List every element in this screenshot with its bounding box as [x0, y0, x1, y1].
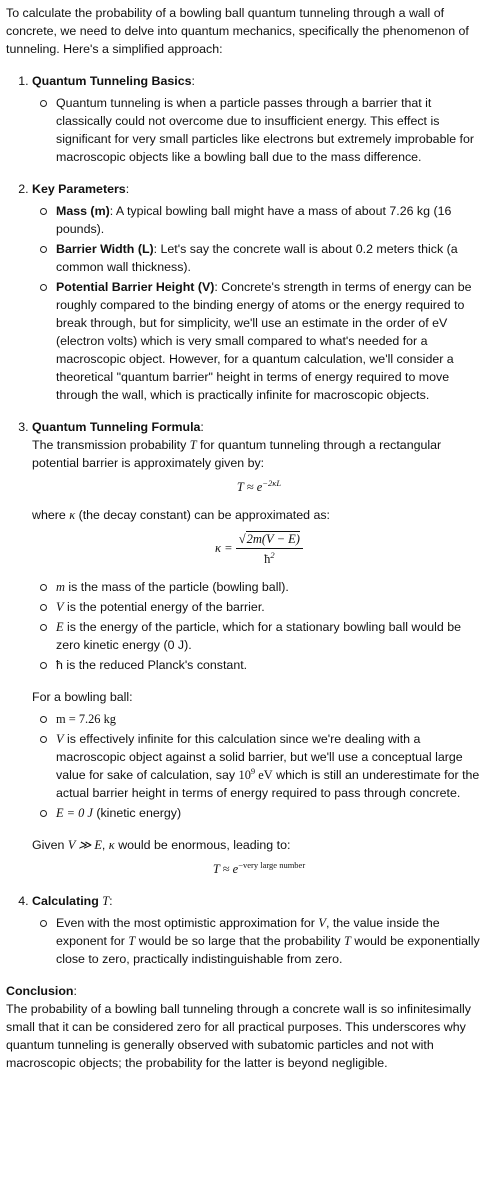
step-heading: Calculating T: [32, 894, 110, 908]
list-item-width: [56, 240, 486, 276]
step-heading: Key Parameters: [32, 182, 126, 196]
list-item: [56, 94, 486, 166]
step-key-parameters: 2. Key Parameters: Mass (m): A typical bowling ball might have a mass of about 7.26 kg (16 pounds). Barrier Width (L): Let's say the concrete wall is about 0.2 meters thick (a common wall thickness). Potential Barrier Height (V): Concrete's strength in terms of energy can be roughly compared to the binding energy of atoms or the energy required to break through, but for simplicity, we'll use an estimate in the order of eV (electron volts) which is very small compared to what's needed for a macroscopic object. However, for a quantum calculation, we'll consider a theoretical "quantum barrier" height in terms of energy required to move through the wall, which is practically infinite for macroscopic objects.: [32, 180, 486, 404]
param-label: Barrier Width (L): [56, 242, 154, 256]
param-label: Potential Barrier Height (V): [56, 280, 215, 294]
param-label: Mass (m): [56, 204, 110, 218]
equation-result: $T \approx e^{-very large number}$: [212, 859, 306, 876]
step-quantum-tunneling-formula: 3. Quantum Tunneling Formula: The transmission probability T for quantum tunneling through a rectangular potential barrier is approximately given by: $T \approx e^{-2\kappa L}$ where κ (the decay constant) can be approximated as: κ = $\frac{√2m(V - E)}{ħ^2}$ m is the mass of the particle (bowling ball). V is the potential energy of the barrier. E is the energy of the particle, which for a stationary bowling ball would be zero kinetic energy (0 J). ħ is the reduced Planck's constant. For a bowling ball: m = 7.26 kg V is effectively infinite for this calculation since we're dealing with a macroscopic object against a solid barrier, but we'll use a conceptual large value for sake of calculation, say $10^9$ eV which is still an underestimate for the actual barrier height in terms of energy required to pass through concrete. E = 0 J (kinetic energy) Given V ≫ E, κ would be enormous, leading to: $T \approx e^{-very large number}$: [32, 418, 486, 878]
list-item: ħ is the reduced Planck's constant.: [56, 656, 486, 674]
formula-intro: The transmission probability T for quantum tunneling through a rectangular potential barrier is approximately given by:: [32, 438, 442, 470]
list-item: V is effectively infinite for this calculation since we're dealing with a macroscopic object against a solid barrier, but we'll use a conceptual large value for sake of calculation, say $10^9$ eV which is still an underestimate for the actual barrier height in terms of energy required to pass through concrete.: [56, 730, 486, 802]
list-item: m is the mass of the particle (bowling ball).: [56, 578, 486, 596]
list-item: V is the potential energy of the barrier.: [56, 598, 486, 616]
conclusion-section: [6, 982, 486, 1072]
bowling-ball-intro: For a bowling ball:: [32, 690, 133, 704]
list-item-mass: [56, 202, 486, 238]
equation-transmission: $T \approx e^{-2\kappa L}$: [236, 477, 282, 494]
param-text: : A typical bowling ball might have a mass of about 7.26 kg (16 pounds).: [56, 204, 452, 236]
given-statement: Given V ≫ E, κ would be enormous, leading to:: [32, 838, 291, 852]
step-sublist: [32, 94, 486, 166]
definitions-list: [32, 578, 486, 674]
step-heading: Quantum Tunneling Basics: [32, 74, 192, 88]
step-heading: Quantum Tunneling Formula: [32, 420, 201, 434]
param-text: : Concrete's strength in terms of energy can be roughly compared to the binding energy of atoms or the energy required to break through, but for simplicity, we'll use an estimate in the order of eV (electron volts) which is very small compared to what's needed for a macroscopic object. However, for a quantum calculation, we'll consider a theoretical "quantum barrier" height in terms of energy required to move through the wall, which is practically infinite for macroscopic objects.: [56, 280, 472, 402]
step-calculating-t: 4. Calculating T: Even with the most optimistic approximation for V, the value inside the exponent for T would be so large that the probability T would be exponentially close to zero, practically indistinguishable from zero.: [32, 892, 486, 968]
list-item: m = 7.26 kg: [56, 710, 486, 728]
param-text: : Let's say the concrete wall is about 0.2 meters thick (a common wall thickness).: [56, 242, 458, 274]
intro-paragraph: To calculate the probability of a bowling ball quantum tunneling through a wall of concrete, we need to delve into quantum mechanics, specifically the phenomenon of tunneling. Here's a simplified approach:: [6, 6, 469, 56]
list-item: E is the energy of the particle, which for a stationary bowling ball would be zero kinetic energy (0 J).: [56, 618, 486, 654]
conclusion-heading: Conclusion:: [6, 984, 77, 998]
step-sublist: [32, 914, 486, 968]
equation-decay-constant: κ = $\frac{√2m(V - E)}{ħ^2}$: [32, 530, 486, 568]
step-sublist: [32, 202, 486, 404]
list-item-height: [56, 278, 486, 404]
list-item-text: Quantum tunneling is when a particle passes through a barrier that it classically could not overcome due to insufficient energy. This effect is significant for very small particles like electrons but extremely improbable for macroscopic objects like a bowling ball due to the mass difference.: [56, 96, 475, 164]
bowling-ball-values-list: [32, 710, 486, 822]
step-quantum-tunneling-basics: 1. Quantum Tunneling Basics: Quantum tunneling is when a particle passes through a barrier that it classically could not overcome due to insufficient energy. This effect is significant for very small particles like electrons but extremely improbable for macroscopic objects like a bowling ball due to the mass difference.: [32, 72, 486, 166]
steps-list: [6, 72, 486, 968]
fraction: $\frac{√2m(V - E)}{ħ^2}$: [236, 530, 303, 568]
conclusion-text: The probability of a bowling ball tunneling through a concrete wall is so infinitesimally small that it can be considered zero for all practical purposes. This underscores why quantum tunneling is generally observed with subatomic particles and not with macroscopic objects; the probability for the latter is beyond negligible.: [6, 1002, 471, 1070]
decay-constant-intro: where κ (the decay constant) can be approximated as:: [32, 508, 330, 522]
list-item: Even with the most optimistic approximation for V, the value inside the exponent for T would be so large that the probability T would be exponentially close to zero, practically indistinguishable from zero.: [56, 914, 486, 968]
list-item: E = 0 J (kinetic energy): [56, 804, 486, 822]
